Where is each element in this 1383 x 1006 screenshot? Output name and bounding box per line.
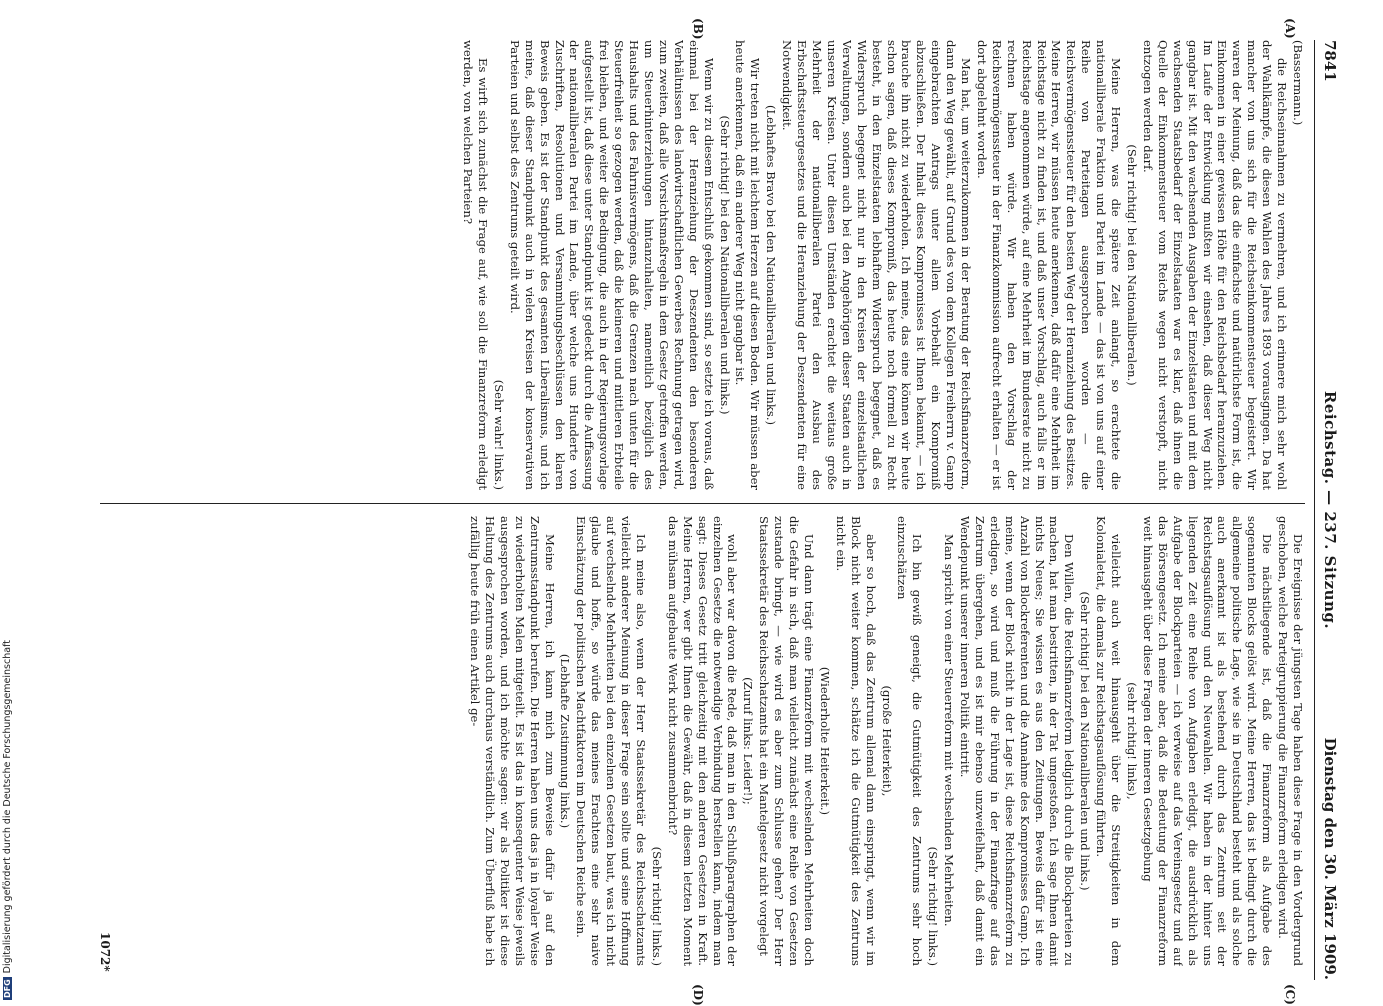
interjection: (sehr richtig! links), — [1125, 682, 1140, 800]
page-header — [1314, 40, 1345, 980]
paragraph: Man spricht von einer Steuerreform mit wechselnden Mehrheiten. — [942, 534, 957, 927]
signature-mark: 1072* — [98, 932, 112, 972]
page-number: 7841 — [1321, 40, 1339, 82]
document-page — [85, 18, 1345, 1006]
paragraph: Meine Herren, ich kann mich zum Beweise dafür ja auf den Zentrumsstandpunkt berufen. Die Herren haben uns das ja in loyaler Weise zu wiederholten Malen mitgeteilt. Es ist das in konsequenter Weise jeweils ausgesprochen worden, und ich möchte sagen: wir als Politiker ist diese Haltung des Zentrums auch durchaus verständlich. Zum Überfluß habe ich zufällig heute früh einen Artikel ge- — [468, 516, 557, 966]
left-text-column — [100, 40, 1305, 490]
paragraph: Wenn wir zu diesem Entschluß gekommen sind, so setzte ich voraus, daß einmal bei der Heranziehung der Deszendenten den besonderen Verhältnissen des landwirtschaftlichen Gewerbes Rechnung getragen wird, zum zweiten, daß alle Vorsichtsmaßregeln in dem Gesetz getroffen werden, um Steuerhinterziehungen hintanzuhalten, namentlich bezüglich des Haushalts und des Fahrnisvermögens, daß die Grenzen nach unten für die Steuerfreiheit so gezogen werden, daß die kleineren und mittleren Erbteile frei bleiben, und weiter die Bedingung, die auch in der Regierungsvorlage aufgestellt ist, daß diese unter Standpunkt ist gedeckt durch die Auffassung der nationalliberalen Partei im Lande, über welche uns Hunderte von Zuschriften, Resolutionen und Versammlungsbeschlüssen den klaren Beweis geben. Es ist der Standpunkt des gesamten Liberalismus, und ich meine, daß dieser Standpunkt auch in vielen Kreisen der konservativen Parteien und selbst des Zentrums geteilt wird. — [507, 40, 716, 490]
paragraph: Man hat, um weiterzukommen in der Beratung der Reichsfinanzreform, dann den Weg gewählt, auf Grund des von dem Kollegen Freiherrn v. Gamp eingebrachten Antrags unter allem Vorbehalt ein Kompromiß abzuschließen. Der Inhalt dieses Kompromisses ist Ihnen bekannt, — ich brauche ihn nicht zu wiederholen. Ich meine, das eine können wir heute schon sagen, daß dieses Kompromiß, das heute noch formell zu Recht besteht, in den Einzelstaaten lebhaftem Widerspruch begegnet, daß es Widerspruch begegnet nicht nur in den Kreisen der einzelstaatlichen Verwaltungen, sondern auch bei den Angehörigen dieser Staaten auch in unseren Kreisen. Unter diesen Umständen erachtet die weitaus große Mehrheit der nationalliberalen Partei den Ausbau des Erbschaftssteuergesetzes und die Heranziehung der Deszendenten für eine Notwendigkeit. — [780, 40, 974, 490]
paragraph: Und dann trägt eine Finanzreform mit wechselnden Mehrheiten doch die Gefahr in sich, daß man vielleicht zunächst eine Reihe von Gesetzen zustande bringt, — wie wird es aber zum Schlusse gehen? Der Herr Staatssekretär des Reichsschatzamts hat ein Mantelgesetz nicht vorgelegt — [757, 516, 816, 966]
interjection: (Sehr richtig! links.) — [926, 846, 941, 966]
paragraph: Wir treten nicht mit leichtem Herzen auf diesen Boden. Wir müssen aber heute anerkennen, daß ein anderer Weg nicht gangbar ist. — [733, 40, 763, 490]
paragraph: Den Willen, die Reichsfinanzreform lediglich durch die Blockparteien zu machen, hat man bestritten, in der Tat umgestoßen. Ich sage Ihnen damit nichts Neues; Sie wissen es aus den Zeitungen. Beweis dafür ist eine Anzahl von Blockreferenten und die Annahme des Kompromisses Gamp. Ich meine, wenn der Block nicht in der Lage ist, diese Reichsfinanzreform zu erledigen, so wird und muß die Führung in der Finanzfrage auf das Zentrum übergehen, und es ist mir ebenso unzweifelhaft, daß damit ein Wendepunkt unserer inneren Politik eintritt. — [958, 516, 1077, 966]
margin-letter-b: (B) — [691, 18, 705, 40]
interjection: (Sehr wahr! links.) — [491, 379, 506, 490]
paragraph: vielleicht auch weit hinausgeht über die Streitigkeiten in dem Kolonialetat, die damals zur Reichstagsauflösung führten. — [1094, 516, 1124, 966]
session-date: Dienstag den 30. März 1909. — [1321, 737, 1339, 980]
interjection: (Lebhafte Zustimmung links.) — [558, 653, 573, 829]
right-text-column — [100, 516, 1305, 966]
interjection: (Sehr richtig! links.) — [649, 846, 664, 966]
margin-letter-c: (C) — [1283, 984, 1297, 1005]
interjection: (Sehr richtig! bei den Nationalliberalen und links.) — [1078, 591, 1093, 891]
running-title: Reichstag. — 237. Sitzung. — [1321, 390, 1339, 630]
interjection: (Wiederholte Heiterkeit.) — [817, 666, 832, 816]
paragraph: Ich meine also, wenn der Herr Staatssekretär des Reichsschatzamts vielleicht anderer Meinung in dieser Frage sein sollte und seine Hoffnung auf wechselnde Mehrheiten bei den einzelnen Gesetzen baut, was ich nicht glaube und hoffe, so würde das meines Erachtens eine sehr naive Einschätzung der politischen Machtfaktoren im Deutschen Reiche sein. — [574, 516, 649, 966]
margin-letter-d: (D) — [691, 984, 705, 1006]
paragraph: Die nächstliegende ist, daß die Finanzreform als Aufgabe des sogenannten Blocks gelöst wird. Meine Herren, das ist bedingt durch die allgemeine politische Lage, wie sie in Deutschland besteht und als solche auch anerkannt ist als bestehend durch das Zentrum seit der Reichstagsauflösung und den Neuwahlen. Wir haben in der hinter uns liegenden Zeit eine Reihe von Aufgaben erledigt, die ausdrücklich als Aufgabe der Blockparteien — ich verweise auf das Vereinsgesetz und auf das Börsengesetz. Ich meine aber, daß die Bedeutung der Finanzreform weit hinausgeht über diese Fragen der inneren Gesetzgebung — [1140, 516, 1275, 966]
paragraph: die Reichseinnahmen zu vermehren, und ich erinnere mich sehr wohl der Wahlkämpfe, die diesen Wahlen des Jahres 1893 vorausgingen. Da hat mancher von uns sich für die Reichseinkommensteuer begeistert. Wir waren der Meinung, daß das die einfachste und natürlichste Form ist, die Einkommen in einer gewissen Höhe für den Reichsbedarf heranzuziehen. Im Laufe der Entwicklung mußten wir einsehen, daß dieser Weg nicht gangbar ist. Mit den wachsenden Ausgaben der Einzelstaaten und mit dem wachsenden Staatsbedarf der Einzelstaaten war es klar, daß ihnen die Quelle der Einkommensteuer vom Reichs wegen nicht verstopft, nicht entzogen werden darf. — [1140, 40, 1290, 490]
column-divider — [100, 503, 1305, 504]
dfg-logo-icon: DFG — [3, 979, 12, 998]
interjection: (Lebhaftes Bravo bei den Nationalliberalen und links.) — [764, 104, 779, 426]
margin-letter-a: (A) — [1283, 18, 1297, 39]
digitization-text: Digitalisierung gefördert durch die Deutsche Forschungsgemeinschaft — [2, 640, 13, 974]
paragraph: (Bassermann.) — [1291, 40, 1305, 126]
paragraph: Meine Herren, was die spätere Zeit anlangt, so erachtete die nationalliberale Fraktion und Partei im Lande — das ist von uns auf einer Reihe von Parteitagen ausgesprochen worden — die Reichsvermögenssteuer für den besten Weg der Heranziehung des Besitzes. Meine Herren, wir müssen heute anerkennen, daß dafür eine Mehrheit im Reichstage nicht zu finden ist, und daß unser Vorschlag, auch falls er im Reichstage angenommen würde, auf eine Mehrheit im Bundesrate nicht zu rechnen haben würde. Wir haben den Vorschlag der Reichsvermögenssteuer in der Finanzkommission aufrecht erhalten — er ist dort abgelehnt worden. — [974, 40, 1124, 490]
interjection: (Sehr richtig! bei den Nationalliberalen und links.) — [717, 115, 732, 415]
digitization-note — [2, 640, 13, 1000]
interjection: (Zuruf links: Leider!); — [741, 677, 756, 805]
paragraph: Die Ereignisse der jüngsten Tage haben diese Frage in den Vordergrund geschoben, welche Parteigruppierung die Finanzreform erledigen wird. — [1276, 516, 1305, 966]
interjection: (große Heiterkeit), — [879, 685, 894, 797]
paragraph: Ich bin gewiß geneigt, die Gutmütigkeit des Zentrums sehr hoch einzuschätzen — [895, 516, 925, 966]
paragraph: wohl aber war davon die Rede, daß man in den Schlußparagraphen der einzelnen Gesetze die notwendige Verbindung herstellen kann, indem man sagt: Dieses Gesetz tritt gleichzeitig mit den anderen Gesetzen in Kraft. Meine Herren, wer gibt Ihnen die Gewähr, daß in diesem letzten Moment das mühsam aufgebaute Werk nicht zusammenbricht? — [665, 516, 740, 966]
interjection: (Sehr richtig! bei den Nationalliberalen.) — [1125, 144, 1140, 386]
paragraph: aber so hoch, daß das Zentrum allemal dann einspringt, wenn wir im Block nicht weiter kommen, schätze ich die Gutmütigkeit des Zentrums nicht ein. — [833, 516, 878, 966]
paragraph: Es wirft sich zunächst die Frage auf, wie soll die Finanzreform erledigt werden, von welchen Parteien? — [461, 40, 491, 490]
